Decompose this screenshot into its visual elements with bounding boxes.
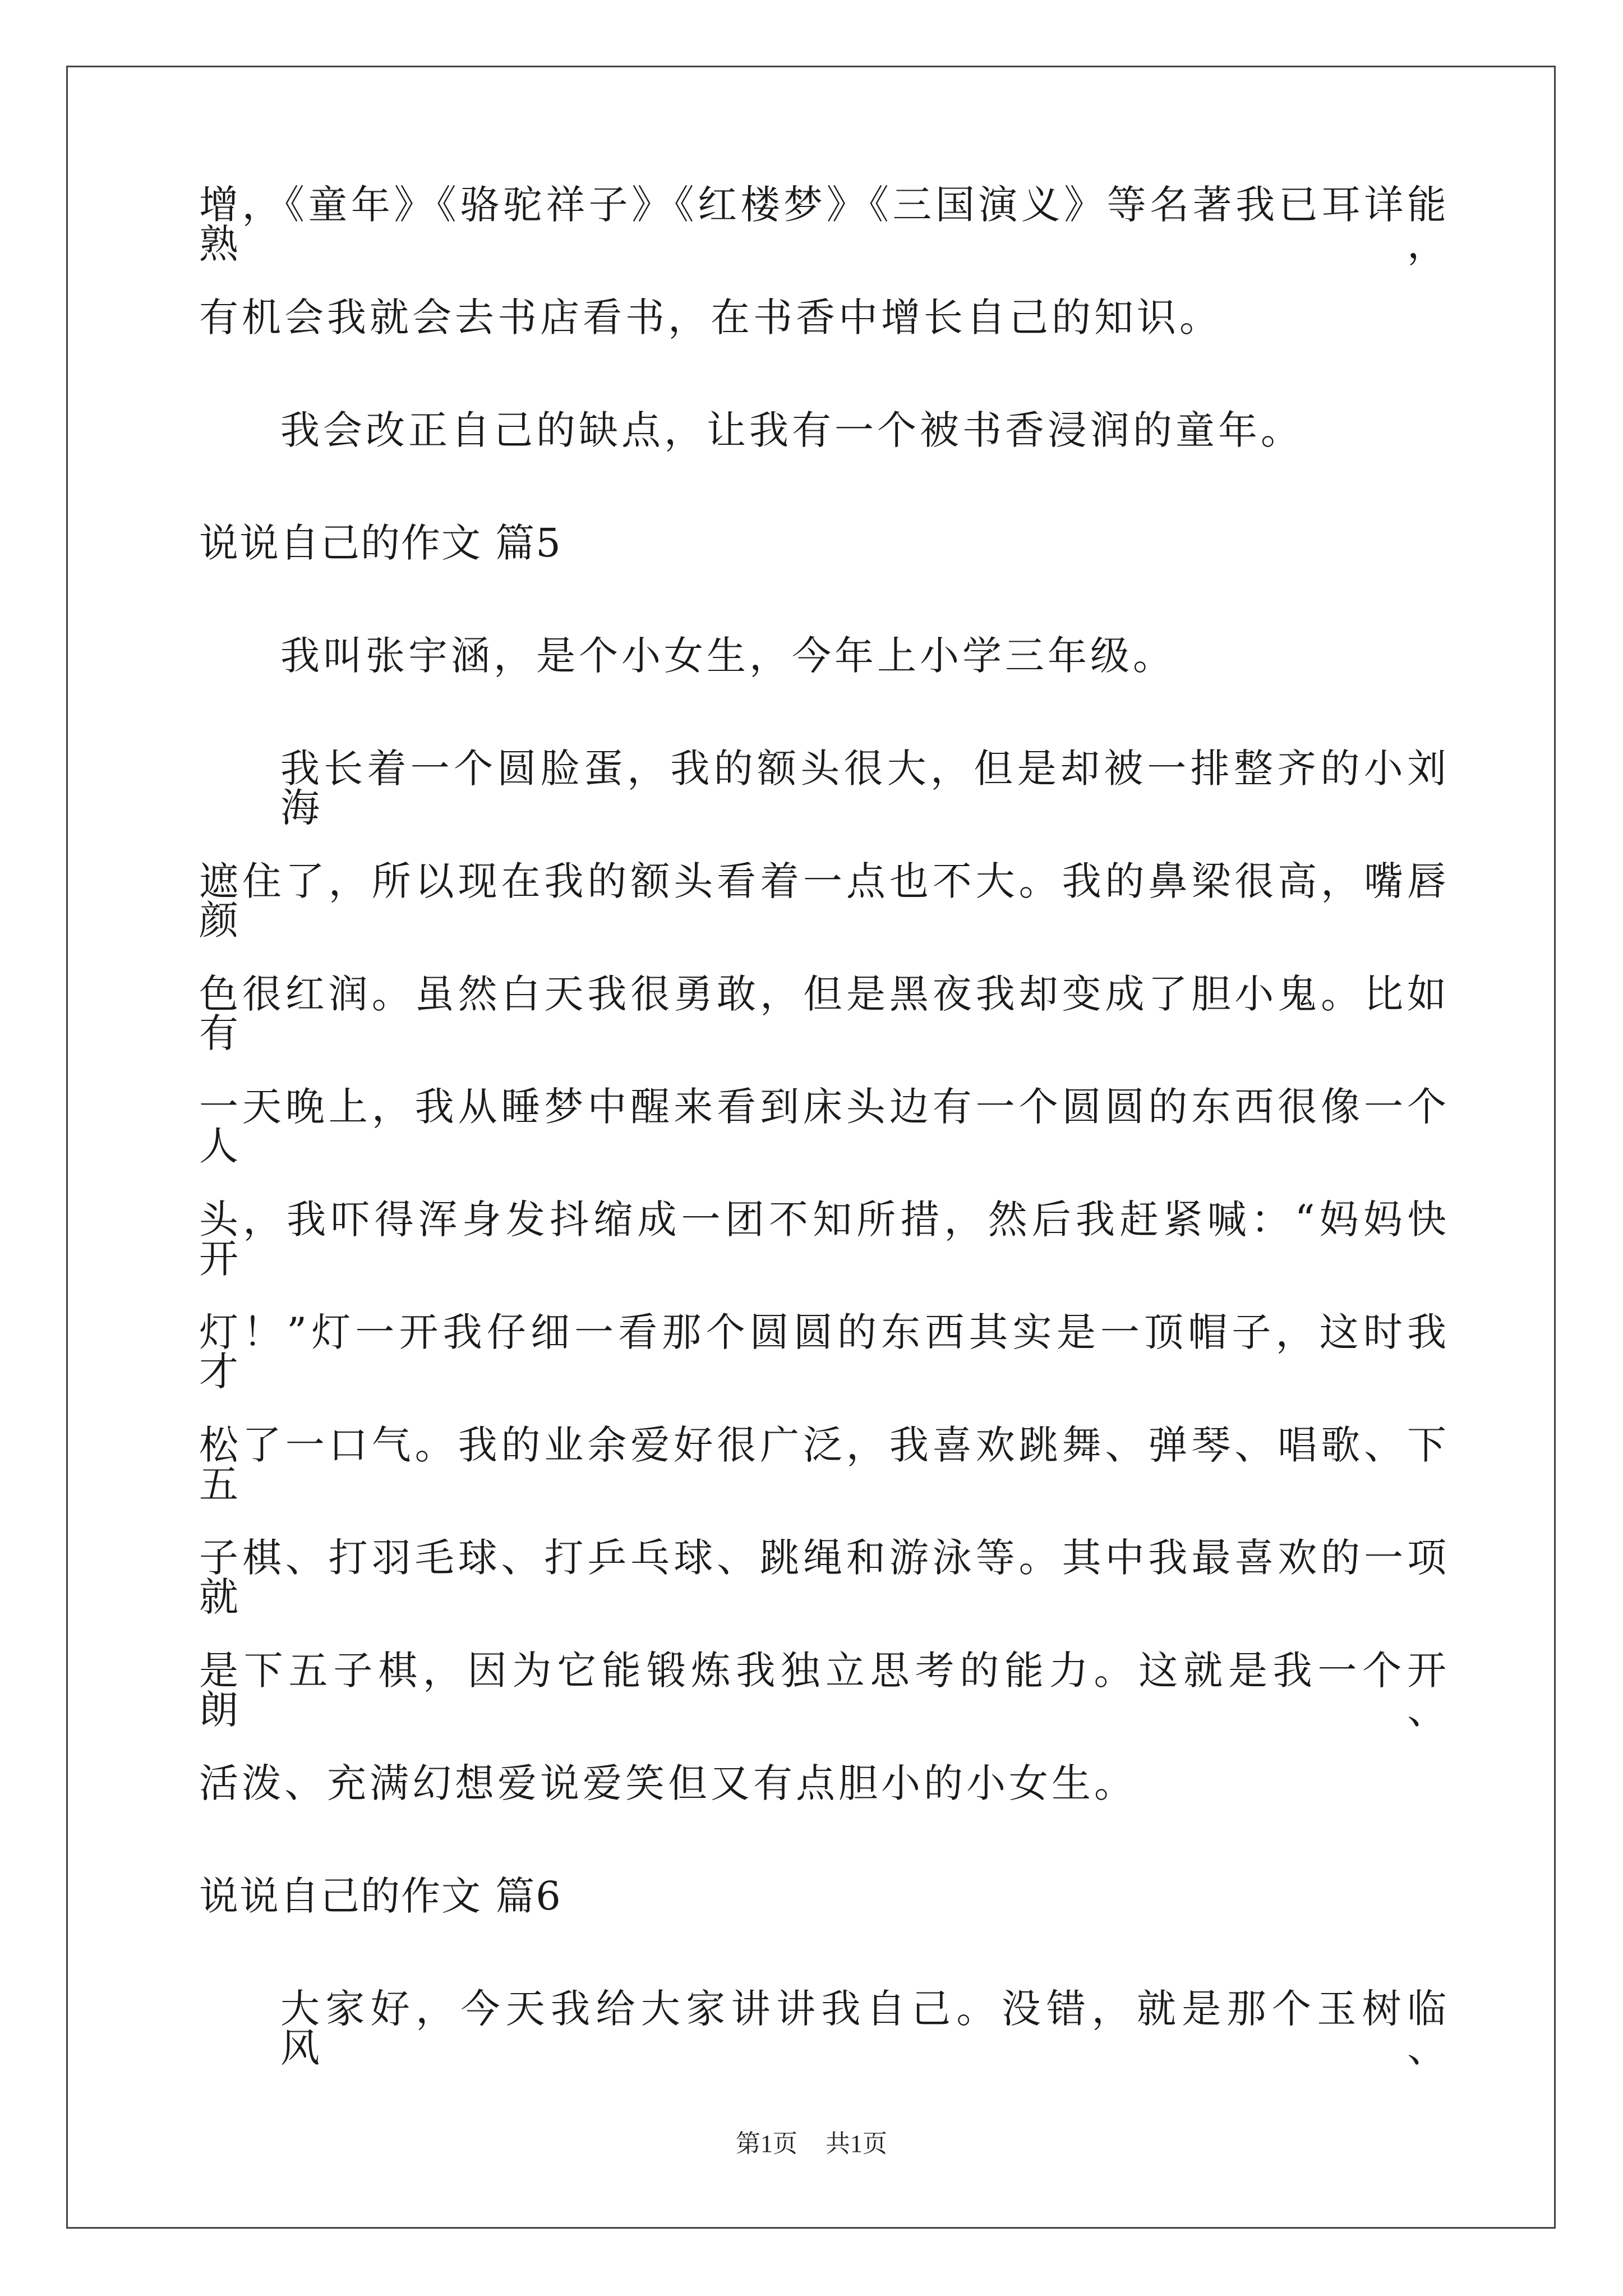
text-line: 大家好，今天我给大家讲讲我自己。没错，就是那个玉树临风、 xyxy=(280,1986,1450,2071)
text-line: 遮住了，所以现在我的额头看着一点也不大。我的鼻梁很高，嘴唇颜 xyxy=(199,858,1450,944)
text-line: 增，《童年》《骆驼祥子》《红楼梦》《三国演义》等名著我已耳详能熟， xyxy=(199,182,1450,267)
text-line: 活泼、充满幻想爱说爱笑但又有点胆小的小女生。 xyxy=(199,1760,1137,1806)
text-line: 松了一口气。我的业余爱好很广泛，我喜欢跳舞、弹琴、唱歌、下五 xyxy=(199,1422,1450,1507)
text-line: 我长着一个圆脸蛋，我的额头很大，但是却被一排整齐的小刘海 xyxy=(280,746,1450,831)
text-line: 色很红润。虽然白天我很勇敢，但是黑夜我却变成了胆小鬼。比如有 xyxy=(199,971,1450,1056)
page-total: 共1页 xyxy=(826,2130,887,2157)
section-heading: 说说自己的作文 篇6 xyxy=(199,1873,562,1919)
page-footer xyxy=(0,2132,1623,2156)
text-line: 我会改正自己的缺点，让我有一个被书香浸润的童年。 xyxy=(280,407,1303,453)
text-line: 有机会我就会去书店看书，在书香中增长自己的知识。 xyxy=(199,295,1222,341)
text-line: 是下五子棋，因为它能锻炼我独立思考的能力。这就是我一个开朗、 xyxy=(199,1648,1450,1733)
text-line: 我叫张宇涵，是个小女生，今年上小学三年级。 xyxy=(280,633,1175,679)
text-line: 子棋、打羽毛球、打乒乓球、跳绳和游泳等。其中我最喜欢的一项就 xyxy=(199,1535,1450,1620)
text-line: 一天晚上，我从睡梦中醒来看到床头边有一个圆圆的东西很像一个人 xyxy=(199,1084,1450,1169)
text-line: 头，我吓得浑身发抖缩成一团不知所措，然后我赶紧喊：“妈妈快开 xyxy=(199,1197,1450,1282)
page-number: 第1页 xyxy=(736,2130,797,2157)
text-line: 灯！”灯一开我仔细一看那个圆圆的东西其实是一顶帽子，这时我才 xyxy=(199,1309,1450,1395)
document-body xyxy=(199,182,1450,2102)
section-heading: 说说自己的作文 篇5 xyxy=(199,520,562,566)
